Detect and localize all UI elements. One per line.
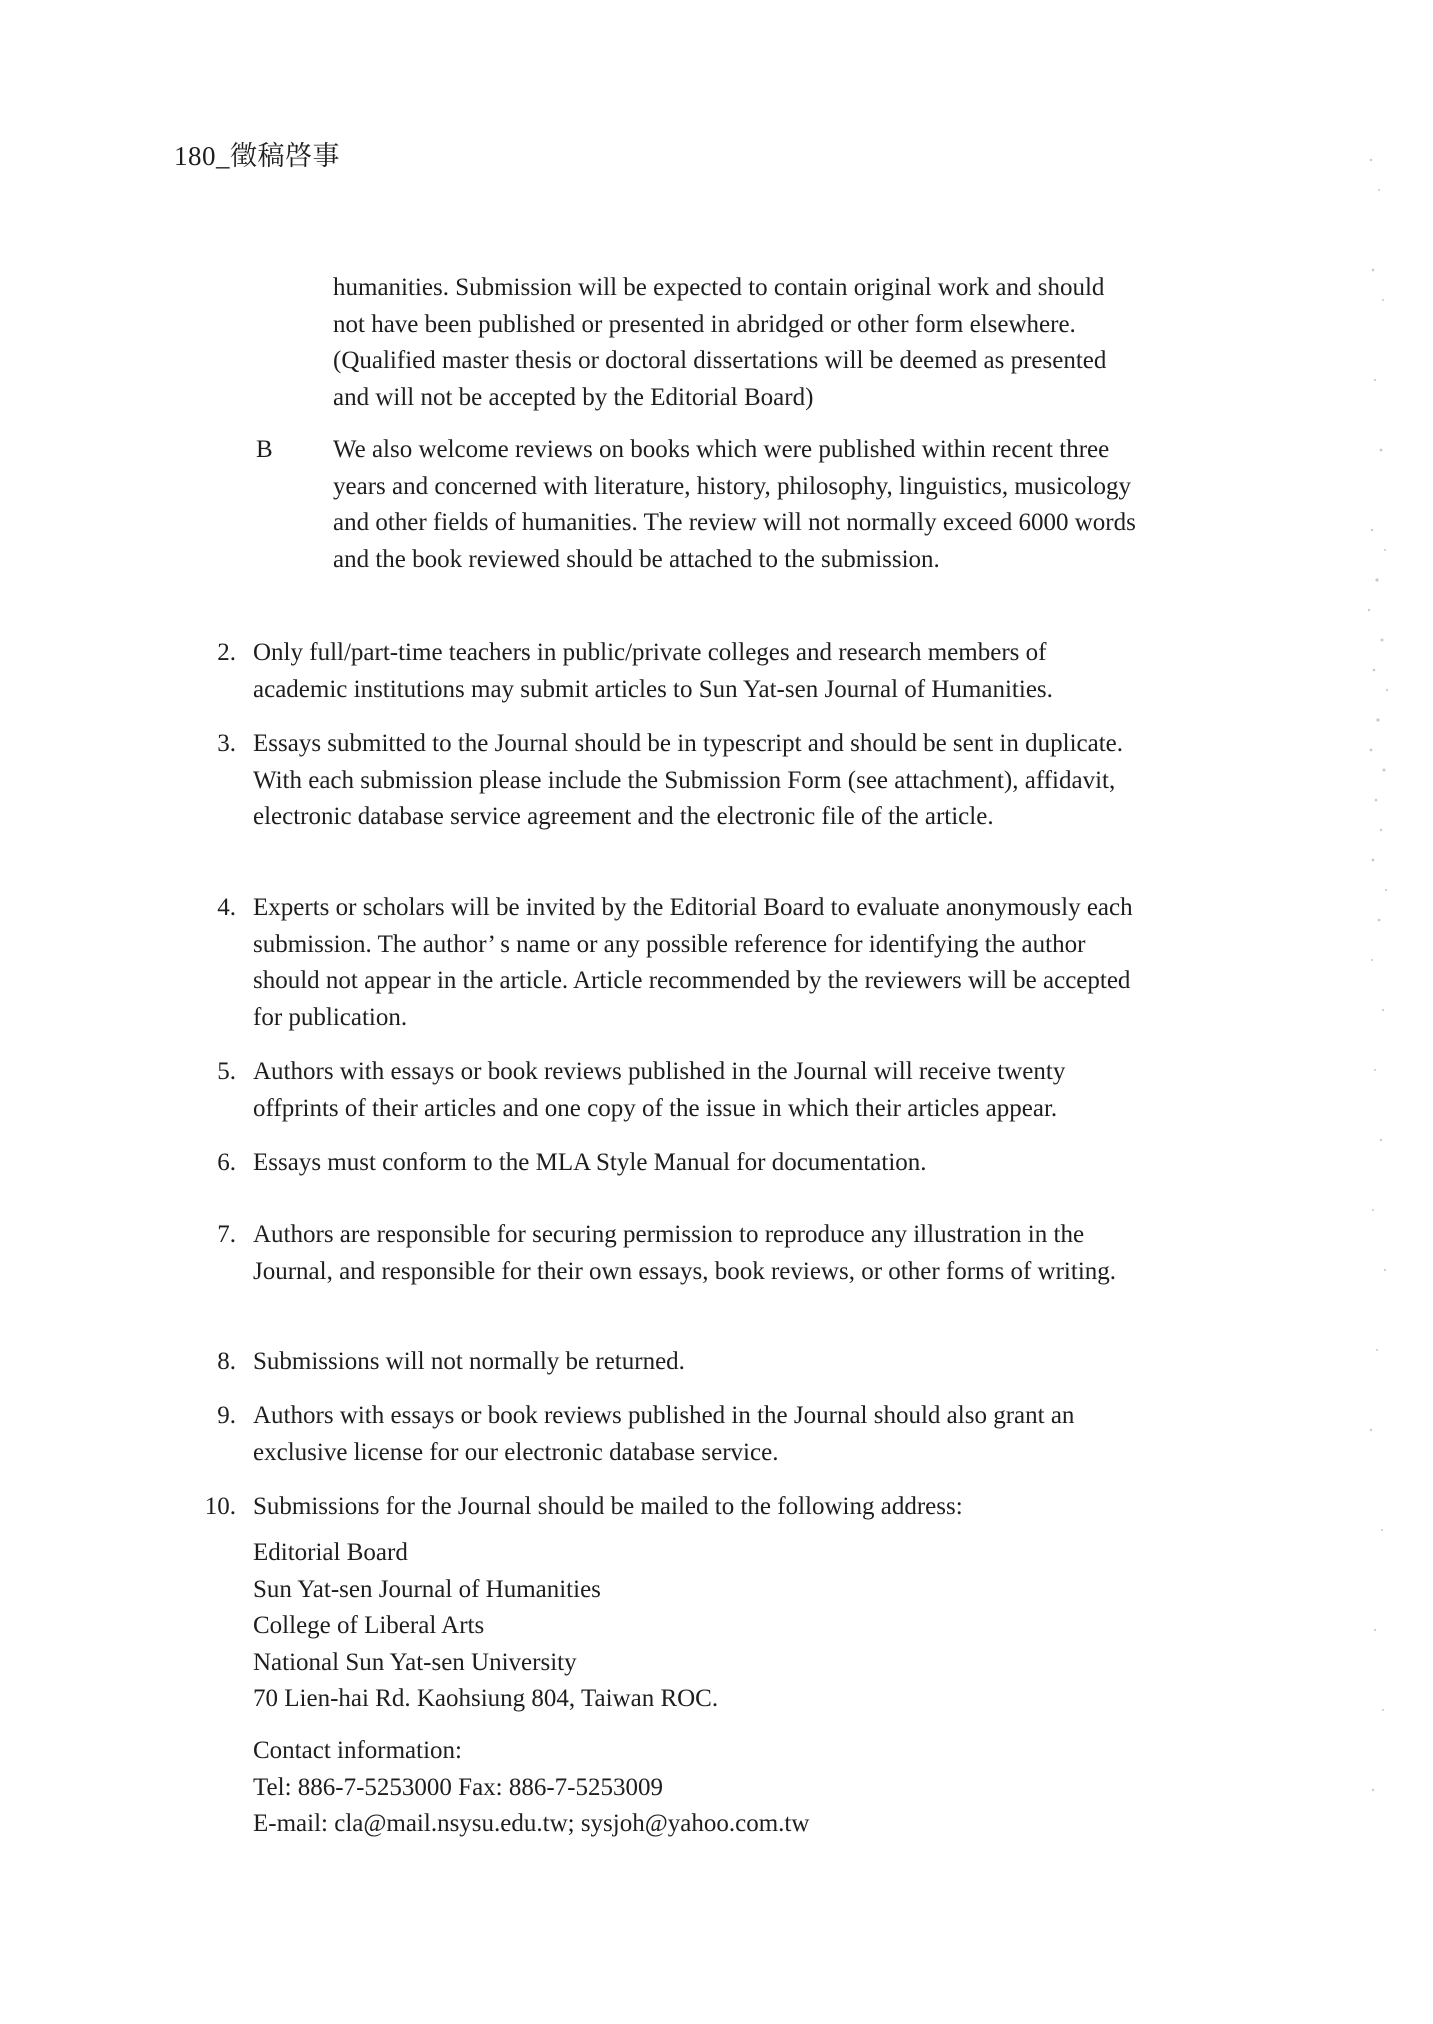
item-1-b-letter: B bbox=[256, 436, 273, 463]
item-3-number: 3. bbox=[217, 730, 236, 757]
contact-email: E-mail: cla@mail.nsysu.edu.tw; sysjoh@yahoo.com.tw bbox=[253, 1810, 810, 1837]
contact-tel-fax: Tel: 886-7-5253000 Fax: 886-7-5253009 bbox=[253, 1773, 664, 1801]
mailing-address bbox=[253, 1535, 1143, 1718]
address-line: Sun Yat-sen Journal of Humanities bbox=[253, 1575, 601, 1603]
address-line: National Sun Yat-sen University bbox=[253, 1648, 577, 1676]
item-3-text: Essays submitted to the Journal should be in typescript and should be sent in duplicate. With each submission please include the Submission Form (see attachment), affidavit, electronic database service agreement and the electronic file of the article. bbox=[253, 730, 1124, 830]
scan-speckle-decoration bbox=[1363, 150, 1393, 1850]
item-9-text: Authors with essays or book reviews published in the Journal should also grant an exclusive license for our electronic database service. bbox=[253, 1402, 1075, 1466]
item-6-number: 6. bbox=[217, 1149, 236, 1176]
item-5-text: Authors with essays or book reviews published in the Journal will receive twenty offprints of their articles and one copy of the issue in which their articles appear. bbox=[253, 1058, 1066, 1122]
address-line: 70 Lien-hai Rd. Kaohsiung 804, Taiwan ROC. bbox=[253, 1685, 719, 1712]
contact-information bbox=[253, 1733, 1143, 1843]
item-4-number: 4. bbox=[217, 894, 236, 921]
address-line: Editorial Board bbox=[253, 1539, 408, 1566]
item-10-number: 10. bbox=[204, 1493, 236, 1520]
item-10-text: Submissions for the Journal should be mailed to the following address: bbox=[253, 1493, 963, 1520]
page-number: 180 bbox=[174, 141, 216, 171]
item-7-text: Authors are responsible for securing permission to reproduce any illustration in the Journal, and responsible for their own essays, book reviews, or other forms of writing. bbox=[253, 1221, 1117, 1285]
item-8-number: 8. bbox=[217, 1348, 236, 1375]
item-4-text: Experts or scholars will be invited by the Editorial Board to evaluate anonymously each submission. The author’ s name or any possible reference for identifying the author should not appear in the article. Article recommended by the reviewers will be accepted for publication. bbox=[253, 894, 1133, 1031]
item-6-text: Essays must conform to the MLA Style Manual for documentation. bbox=[253, 1149, 927, 1176]
item-1-b-text: We also welcome reviews on books which were published within recent three years and concerned with literature, history, philosophy, linguistics, musicology and other fields of humanities. The review will not normally exceed 6000 words and the book reviewed should be attached to the submission. bbox=[333, 436, 1136, 573]
item-2-text: Only full/part-time teachers in public/private colleges and research members of academic institutions may submit articles to Sun Yat-sen Journal of Humanities. bbox=[253, 639, 1053, 703]
item-7-number: 7. bbox=[217, 1221, 236, 1248]
item-1-continuation-text: humanities. Submission will be expected to contain original work and should not have been published or presented in abridged or other form elsewhere. (Qualified master thesis or doctoral dissertations will be deemed as presented and will not be accepted by the Editorial Board) bbox=[333, 274, 1107, 411]
item-8-text: Submissions will not normally be returned. bbox=[253, 1348, 685, 1375]
item-9-number: 9. bbox=[217, 1402, 236, 1429]
page-header bbox=[174, 134, 340, 173]
section-title: _徵稿啓事 bbox=[216, 141, 340, 171]
item-2-number: 2. bbox=[217, 639, 236, 666]
contact-heading: Contact information: bbox=[253, 1737, 462, 1764]
address-line: College of Liberal Arts bbox=[253, 1612, 485, 1639]
item-5-number: 5. bbox=[217, 1058, 236, 1085]
